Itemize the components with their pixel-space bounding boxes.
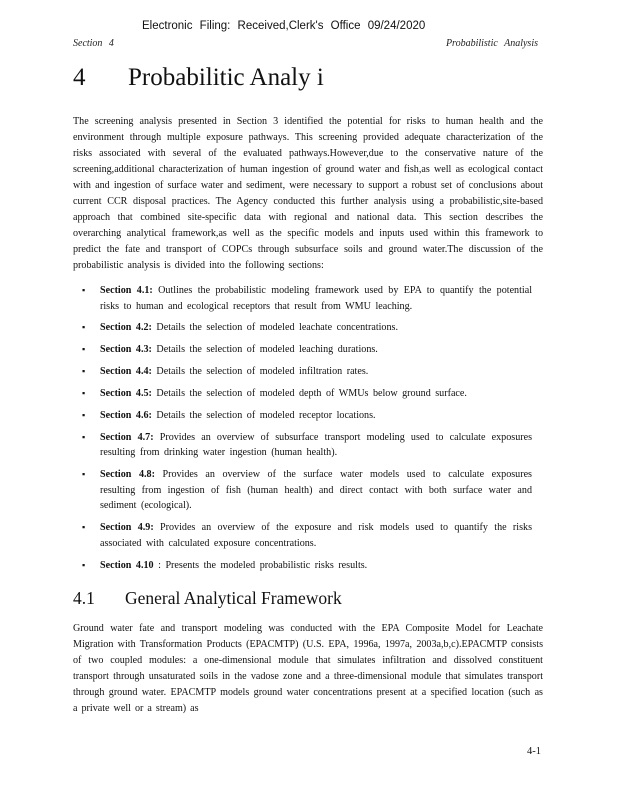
chapter-number: 4 [73,64,86,91]
bullet-icon: ▪ [82,344,86,355]
section-outline-text: Outlines the probabilistic modeling framework used by EPA to quantify the potential risks to human and ecological receptors that result from WMU leaching. [100,285,532,312]
bullet-icon: ▪ [82,559,86,570]
section-outline-label: Section 4.6: [100,409,152,421]
section-outline-label: Section 4.7: [100,431,154,443]
section-outline-item [80,386,532,402]
section-outline-item [80,283,532,314]
section-outline-label: Section 4.2: [100,322,152,334]
section-outline-item [80,467,532,514]
section-outline-text: Details the selection of modeled receptor locations. [151,409,376,421]
section-outline-text: Provides an overview of the exposure and risk models used to quantify the risks associated with calculated exposure concentrations. [100,522,532,549]
section-outline-label: Section 4.9: [100,522,154,534]
running-header-left: Section 4 [73,38,114,49]
section-outline-text: Details the selection of modeled leachate concentrations. [151,322,398,334]
section-outline-label: Section 4.5: [100,388,152,400]
chapter-heading [73,64,324,92]
section-outline-label: Section 4.10 [100,559,154,571]
section-outline-text: : Presents the modeled probabilistic risks results. [153,559,368,571]
bullet-icon: ▪ [82,409,86,420]
section-outline-text: Provides an overview of subsurface transport modeling used to calculate exposures resulting from drinking water ingestion (human health). [100,431,533,459]
section-number: 4.1 [73,588,95,608]
bullet-icon: ▪ [82,522,86,533]
intro-paragraph: The screening analysis presented in Section 3 identified the potential for risks to human health and the environment through multiple exposure pathways. This screening provided adequate characterization of the risks associated with several of the evaluated pathways.However,due to the conservative nature of the screening,additional characterization of human ingestion of ground water and fish,as well as ecological contact with and ingestion of surface water and sediment, were necessary to support a robust set of conclusions about current CCR disposal practices. The Agency conducted this further analysis using a probabilistic,site-based approach that combined site-specific data with regional and national data. This section describes the overarching analytical framework,as well as the specific models and inputs used within this framework to predict the fate and transport of COPCs through subsurface soils and ground water.The discussion of the probabilistic analysis is divided into the following sections: [73,116,543,271]
section-outline-text: Details the selection of modeled leaching durations. [151,344,378,356]
bullet-icon: ▪ [82,322,86,333]
section-outline-label: Section 4.1: [100,285,153,296]
bullet-icon: ▪ [82,388,86,399]
section-outline-item [80,430,532,461]
section-4-1-paragraph: Ground water fate and transport modeling was conducted with the EPA Composite Model for Leachate Migration with Transformation Products (EPACMTP) (U.S. EPA, 1996a, 1997a, 2003a,b,c).EPACMTP consists of two coupled modules: a one-dimensional module that simulates infiltration and dissolved constituent transport through unsaturated soils in the vadose zone and a three-dimensional module that simulates transport through ground water. EPACMTP models ground water concentrations present at a specified location (such as a private well or a stream) as [73,623,543,714]
section-title: General Analytical Framework [125,588,342,608]
section-outline-item [80,342,532,358]
electronic-filing-stamp: Electronic Filing: Received,Clerk's Office 09/24/2020 [142,20,426,32]
section-outline-item [80,408,532,424]
section-4-1-heading [73,588,342,609]
bullet-icon: ▪ [82,366,86,377]
section-outline-label: Section 4.3: [100,344,152,356]
section-outline-text: Details the selection of modeled infiltration rates. [151,366,369,378]
section-outline-item [80,558,532,574]
section-outline-label: Section 4.8: [100,469,155,481]
section-outline-label: Section 4.4: [100,366,152,378]
bullet-icon: ▪ [82,431,86,442]
chapter-title: Probabilitic Analy i [128,64,324,91]
section-outline-item [80,364,532,380]
section-outline-item [80,320,532,336]
section-outline-list [80,283,532,579]
section-outline-text: Provides an overview of the surface water models used to calculate exposures resulting from ingestion of fish (human health) and direct contact with both surface water and sediment (ecological). [100,469,532,512]
page-number: 4-1 [527,746,541,757]
bullet-icon: ▪ [82,285,86,295]
running-header-right: Probabilistic Analysis [445,38,538,49]
section-outline-text: Details the selection of modeled depth of WMUs below ground surface. [151,388,467,400]
section-outline-item [80,520,532,551]
bullet-icon: ▪ [82,469,86,480]
